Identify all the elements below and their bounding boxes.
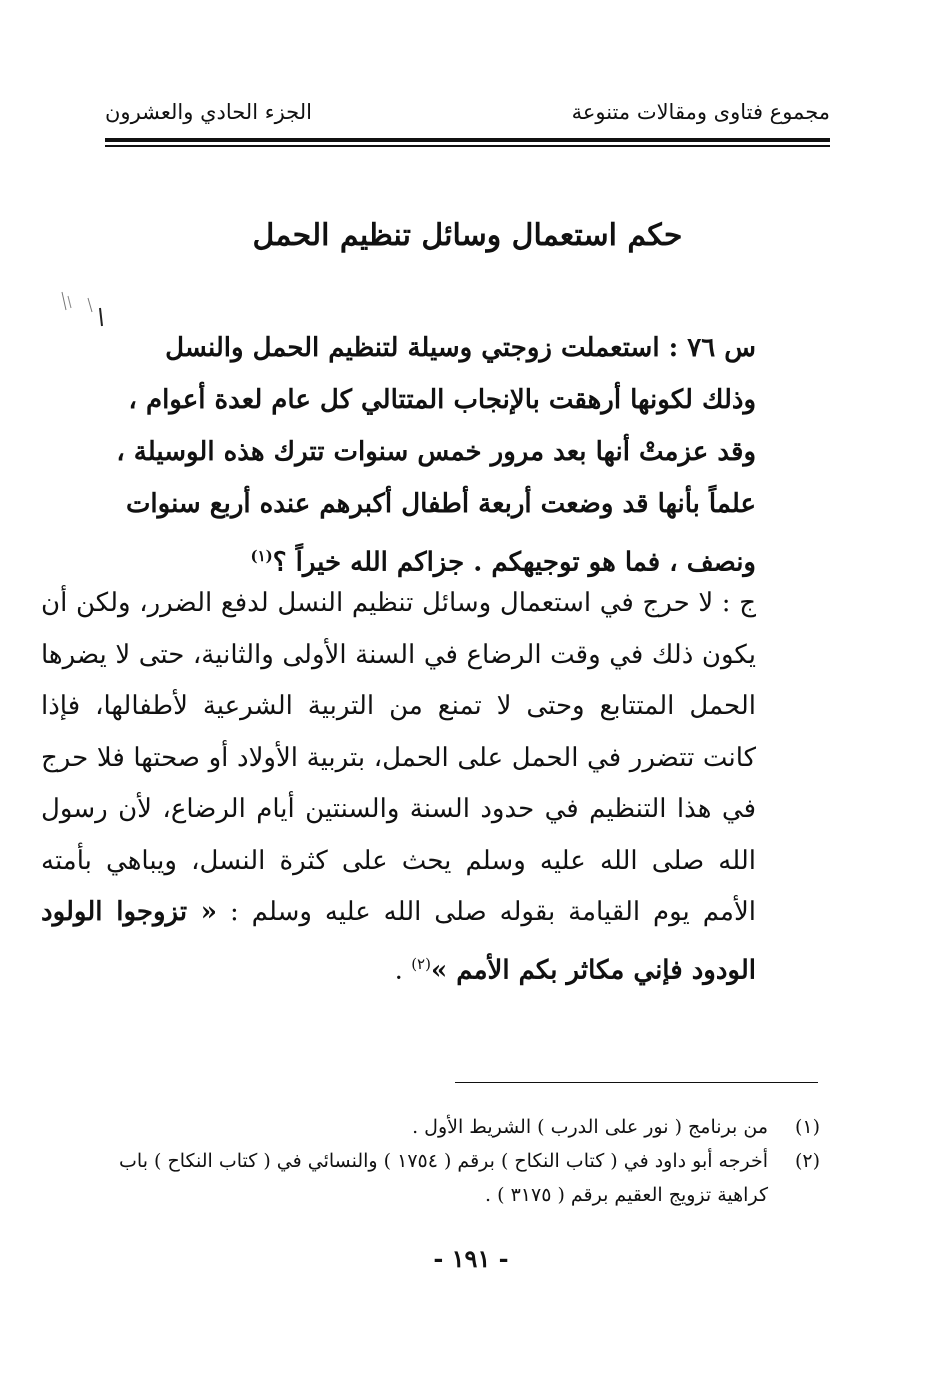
answer-paragraph (41, 578, 756, 997)
question-paragraph (106, 322, 756, 589)
header-rule-thin (105, 145, 830, 147)
page-number: - ١٩١ - (433, 1244, 509, 1273)
question-line: وذلك لكونها أرهقت بالإنجاب المتتالي كل عام لعدة أعوام ، (128, 385, 756, 415)
footnote-text: من برنامج ( نور على الدرب ) الشريط الأول . (412, 1116, 768, 1138)
question-line: س ٧٦ : استعملت زوجتي وسيلة لتنظيم الحمل والنسل (165, 333, 756, 363)
footnote-text: أخرجه أبو داود في ( كتاب النكاح ) برقم ( ١٧٥٤ ) والنسائي في ( كتاب النكاح ) باب كراهية تزويج العقيم برقم ( ٣١٧٥ ) . (119, 1150, 768, 1206)
footnote-number: (٢) (794, 1150, 820, 1172)
fatwa-title: حكم استعمال وسائل تنظيم الحمل (252, 218, 683, 253)
footnote-2 (100, 1144, 820, 1212)
book-title: مجموع فتاوى ومقالات متنوعة (571, 100, 830, 124)
question-line-text: ونصف ، فما هو توجيهكم . جزاكم الله خيراً ؟ (272, 547, 756, 578)
margin-pencil-marks (56, 288, 106, 330)
question-line: علماً بأنها قد وضعت أربعة أطفال أكبرهم عنده أربع سنوات (125, 489, 756, 519)
footnote-1 (100, 1110, 820, 1144)
footnote-ref-2: (٢) (411, 954, 431, 973)
footnote-ref-1: (١) (250, 547, 273, 565)
footnote-separator (455, 1082, 818, 1083)
footnote-number: (١) (794, 1116, 820, 1138)
running-header (105, 96, 830, 130)
question-line: وقد عزمتْ أنها بعد مرور خمس سنوات تترك هذه الوسيلة ، (116, 437, 756, 467)
answer-end-period: . (394, 955, 403, 986)
hadith-quote: « تزوجوا الولود الودود فإني مكاثر بكم الأمم » (41, 897, 756, 986)
header-rule-thick (105, 138, 830, 142)
volume-label: الجزء الحادي والعشرون (105, 100, 312, 124)
answer-text: ج : لا حرج في استعمال وسائل تنظيم النسل لدفع الضرر، ولكن أن يكون ذلك في وقت الرضاع في السنة الأولى والثانية، حتى لا يضرها الحمل المتتابع وحتى لا تمنع من التربية الشرعية لأطفالها، فإذا كانت تتضرر في الحمل على الحمل، بتربية الأولاد أو صحتها فلا حرج في هذا التنظيم في حدود السنة والسنتين أيام الرضاع، لأن رسول الله صلى الله عليه وسلم يحث على كثرة النسل، ويباهي بأمته الأمم يوم القيامة بقوله صلى الله عليه وسلم : (41, 588, 757, 927)
footnotes (100, 1110, 820, 1212)
